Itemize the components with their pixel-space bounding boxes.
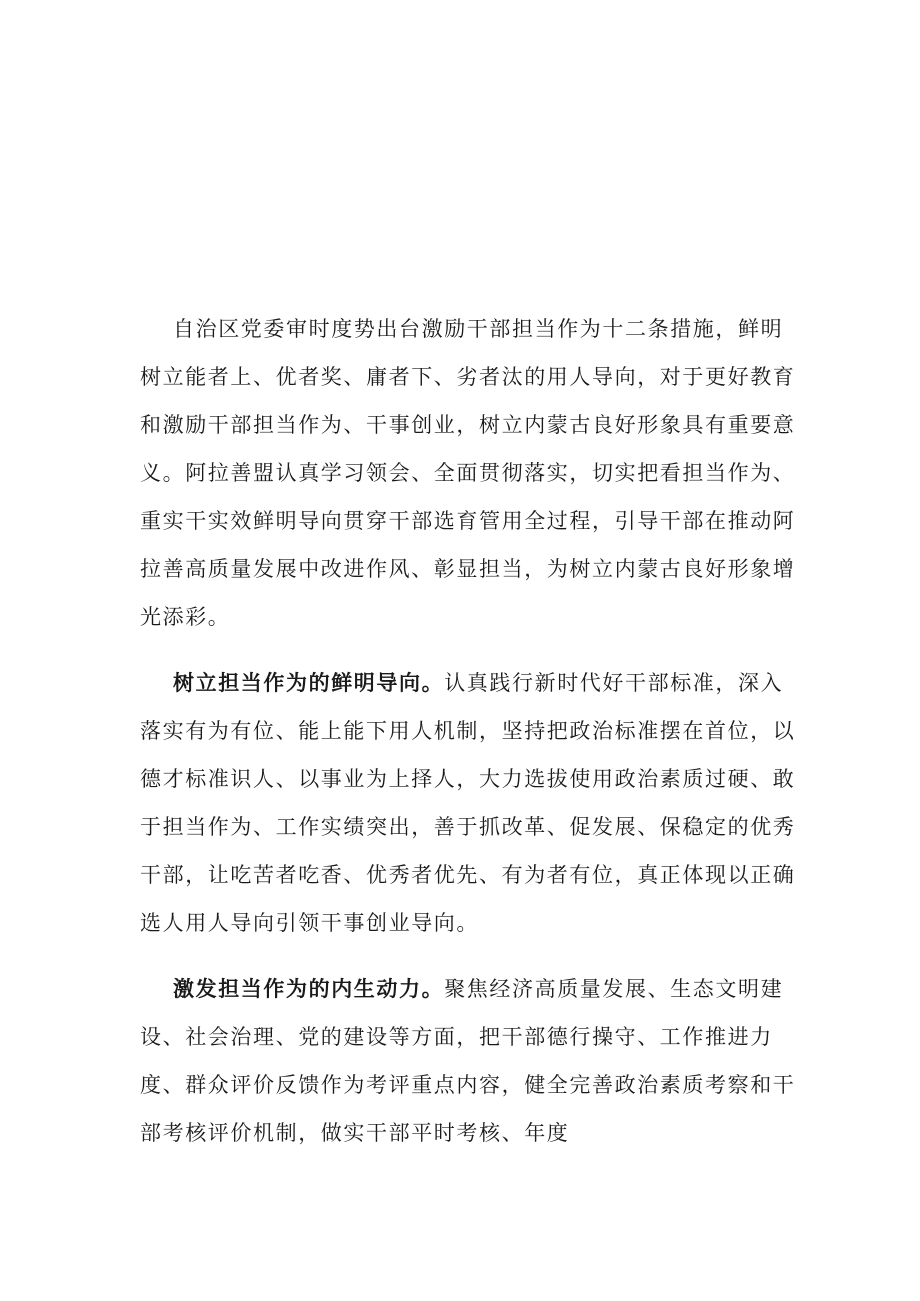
paragraph-orientation: [140, 659, 800, 947]
paragraph-orientation-heading: 树立担当作为的鲜明导向。: [173, 670, 445, 695]
paragraph-intro-text: 自治区党委审时度势出台激励干部担当作为十二条措施，鲜明树立能者上、优者奖、庸者下、劣者汰的用人导向，对于更好教育和激励干部担当作为、干事创业，树立内蒙古良好形象具有重要意义。阿拉善盟认真学习领会、全面贯彻落实，切实把看担当作为、重实干实效鲜明导向贯穿干部选育管用全过程，引导干部在推动阿拉善高质量发展中改进作风、彰显担当，为树立内蒙古良好形象增光添彩。: [140, 317, 796, 629]
paragraph-orientation-text: 认真践行新时代好干部标准，深入落实有为有位、能上能下用人机制，坚持把政治标准摆在首位，以德才标准识人、以事业为上择人，大力选拔使用政治素质过硬、敢于担当作为、工作实绩突出，善于抓改革、促发展、保稳定的优秀干部，让吃苦者吃香、优秀者优先、有为者有位，真正体现以正确选人用人导向引领干事创业导向。: [140, 671, 796, 935]
paragraph-intro: [140, 305, 800, 641]
paragraph-motivation-heading: 激发担当作为的内生动力。: [173, 976, 445, 1001]
paragraph-motivation: [140, 965, 800, 1157]
document-body: [140, 305, 800, 1175]
paragraph-motivation-text: 聚焦经济高质量发展、生态文明建设、社会治理、党的建设等方面，把干部德行操守、工作推进力度、群众评价反馈作为考评重点内容，健全完善政治素质考察和干部考核评价机制，做实干部平时考核、年度: [140, 977, 796, 1145]
